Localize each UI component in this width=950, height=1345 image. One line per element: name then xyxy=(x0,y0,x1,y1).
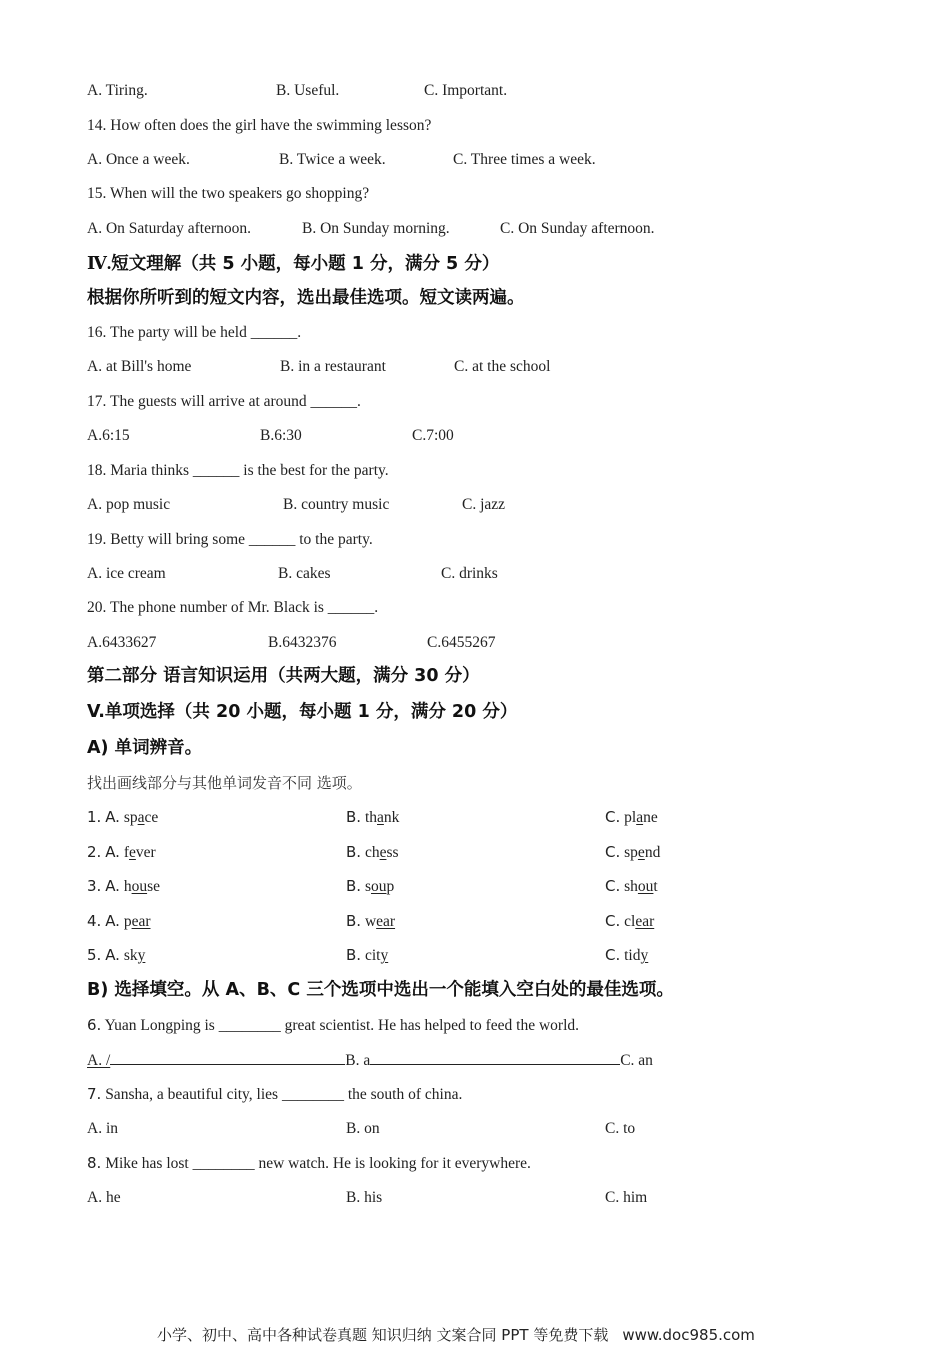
word-end: nk xyxy=(383,809,400,826)
q17-option-a: A.6:15 xyxy=(87,427,130,444)
q15-option-b: B. On Sunday morning. xyxy=(302,220,450,237)
q15-option-a: A. On Saturday afternoon. xyxy=(87,220,251,237)
word-start: sp xyxy=(123,809,138,826)
q6-options-row xyxy=(87,1050,653,1071)
q17-option-c: C.7:00 xyxy=(412,427,454,444)
q16-option-c: C. at the school xyxy=(454,358,551,375)
section4-title: 短文理解（共 5 小题，每小题 1 分，满分 5 分） xyxy=(111,254,500,274)
q18-option-c: C. jazz xyxy=(462,496,506,513)
q16-option-a: A. at Bill's home xyxy=(87,358,192,375)
word-start: sh xyxy=(624,878,638,895)
option-label: C. xyxy=(605,808,621,826)
q7-question xyxy=(87,1084,462,1105)
pron-item-4-option-c xyxy=(605,911,654,932)
q8-option-c: C. him xyxy=(605,1189,648,1206)
q16-question: 16. The party will be held ______. xyxy=(87,324,302,341)
pron-item-5-option-c xyxy=(605,945,648,966)
pron-item-2-option-b xyxy=(346,842,399,863)
word-start: p xyxy=(123,913,132,930)
footer-site-link[interactable]: www.doc985.com xyxy=(622,1326,755,1344)
q6-option-a: A. / xyxy=(87,1052,111,1069)
pron-item-3-option-a xyxy=(87,876,160,897)
q14-option-a: A. Once a week. xyxy=(87,151,190,168)
option-label: A. xyxy=(105,808,120,826)
underlined-letters: ear xyxy=(635,913,655,930)
q19-option-a: A. ice cream xyxy=(87,565,166,582)
q13-option-a: A. Tiring. xyxy=(87,82,148,99)
q19-option-c: C. drinks xyxy=(441,565,498,582)
pron-number: 3. xyxy=(87,877,102,895)
q7-option-c: C. to xyxy=(605,1120,636,1137)
underlined-letters: y xyxy=(137,947,146,964)
option-label: A. xyxy=(105,877,120,895)
pron-number: 4. xyxy=(87,912,102,930)
part2-heading: 第二部分 语言知识运用（共两大题，满分 30 分） xyxy=(87,666,480,686)
q20-question: 20. The phone number of Mr. Black is ______. xyxy=(87,599,379,616)
word-end: ver xyxy=(135,844,156,861)
q7-option-b: B. on xyxy=(346,1120,380,1137)
word-start: h xyxy=(123,878,132,895)
q6-underline-1 xyxy=(110,1050,345,1065)
option-label: C. xyxy=(605,912,621,930)
pron-item-3-option-b xyxy=(346,876,394,897)
q18-option-b: B. country music xyxy=(283,496,390,513)
q7-text: Sansha, a beautiful city, lies ________ the south of china. xyxy=(105,1086,463,1103)
word-end: se xyxy=(147,878,160,895)
q6-option-b: B. a xyxy=(345,1052,371,1069)
pron-item-3-option-c xyxy=(605,876,658,897)
underlined-letters: ear xyxy=(131,913,151,930)
pron-item-2-option-c xyxy=(605,842,660,863)
pron-number: 1. xyxy=(87,808,102,826)
q13-option-c: C. Important. xyxy=(424,82,508,99)
underlined-letters: a xyxy=(636,809,644,826)
word-start: pl xyxy=(624,809,637,826)
word-start: sp xyxy=(624,844,638,861)
q20-option-a: A.6433627 xyxy=(87,634,157,651)
underlined-letters: e xyxy=(379,844,387,861)
underlined-letters: a xyxy=(137,809,145,826)
q14-option-b: B. Twice a week. xyxy=(279,151,386,168)
word-start: ch xyxy=(364,844,380,861)
q8-text: Mike has lost ________ new watch. He is looking for it everywhere. xyxy=(105,1155,531,1172)
word-end: nd xyxy=(644,844,661,861)
pron-item-5-option-a xyxy=(87,945,145,966)
word-start: f xyxy=(123,844,129,861)
footer xyxy=(157,1324,755,1345)
option-label: C. xyxy=(605,946,621,964)
q6-question xyxy=(87,1015,579,1036)
q6-option-c: C. an xyxy=(620,1052,653,1069)
underlined-letters: ou xyxy=(131,878,148,895)
pron-item-2-option-a xyxy=(87,842,156,863)
q6-underline-2 xyxy=(370,1050,620,1065)
q8-question xyxy=(87,1153,531,1174)
q8-option-b: B. his xyxy=(346,1189,383,1206)
q18-option-a: A. pop music xyxy=(87,496,171,513)
option-label: B. xyxy=(346,808,362,826)
option-label: A. xyxy=(105,843,120,861)
q17-question: 17. The guests will arrive at around ______. xyxy=(87,393,361,410)
section4-instruction: 根据你所听到的短文内容，选出最佳选项。短文读两遍。 xyxy=(87,288,525,308)
pron-item-5-option-b xyxy=(346,945,388,966)
underlined-letters: y xyxy=(640,947,649,964)
word-start: cl xyxy=(624,913,636,930)
q17-option-b: B.6:30 xyxy=(260,427,302,444)
underlined-letters: ear xyxy=(376,913,396,930)
q14-question: 14. How often does the girl have the swimming lesson? xyxy=(87,117,432,134)
q6-text: Yuan Longping is ________ great scientist. He has helped to feed the world. xyxy=(104,1017,579,1034)
q16-option-b: B. in a restaurant xyxy=(280,358,386,375)
option-label: B. xyxy=(346,912,362,930)
option-label: B. xyxy=(346,877,362,895)
word-start: th xyxy=(364,809,377,826)
pron-item-4-option-a xyxy=(87,911,151,932)
word-end: t xyxy=(653,878,658,895)
part-a-instruction: 找出画线部分与其他单词发音不同 选项。 xyxy=(87,774,362,792)
q7-option-a: A. in xyxy=(87,1120,118,1137)
q15-question: 15. When will the two speakers go shopping? xyxy=(87,185,370,202)
word-end: ss xyxy=(386,844,399,861)
underlined-letters: ou xyxy=(637,878,654,895)
part-b-heading: B) 选择填空。从 A、B、C 三个选项中选出一个能填入空白处的最佳选项。 xyxy=(87,980,674,1000)
pron-item-1-option-b xyxy=(346,807,399,828)
word-start: cit xyxy=(364,947,381,964)
option-label: B. xyxy=(346,946,362,964)
option-label: C. xyxy=(605,877,621,895)
word-start: tid xyxy=(624,947,641,964)
q8-number: 8. xyxy=(87,1154,102,1172)
q20-option-c: C.6455267 xyxy=(427,634,496,651)
pron-item-1-option-c xyxy=(605,807,658,828)
q19-question: 19. Betty will bring some ______ to the party. xyxy=(87,531,373,548)
word-start: sk xyxy=(123,947,138,964)
q14-option-c: C. Three times a week. xyxy=(453,151,596,168)
option-label: A. xyxy=(105,946,120,964)
word-end: ce xyxy=(144,809,159,826)
underlined-letters: y xyxy=(380,947,389,964)
underlined-letters: ou xyxy=(370,878,387,895)
underlined-letters: e xyxy=(637,844,645,861)
section5-heading: V.单项选择（共 20 小题，每小题 1 分，满分 20 分） xyxy=(87,702,518,722)
word-end: ne xyxy=(643,809,658,826)
q7-number: 7. xyxy=(87,1085,102,1103)
section4-heading xyxy=(87,252,499,275)
underlined-letters: e xyxy=(129,844,136,861)
q8-option-a: A. he xyxy=(87,1189,121,1206)
q13-option-b: B. Useful. xyxy=(276,82,340,99)
q20-option-b: B.6432376 xyxy=(268,634,337,651)
pron-number: 5. xyxy=(87,946,102,964)
pron-item-4-option-b xyxy=(346,911,395,932)
option-label: C. xyxy=(605,843,621,861)
part-a-heading: A) 单词辨音。 xyxy=(87,738,203,758)
underlined-letters: a xyxy=(377,809,384,826)
q19-option-b: B. cakes xyxy=(278,565,331,582)
q15-option-c: C. On Sunday afternoon. xyxy=(500,220,655,237)
word-start: w xyxy=(364,913,377,930)
option-label: A. xyxy=(105,912,120,930)
q6-number: 6. xyxy=(87,1016,102,1034)
footer-text: 小学、初中、高中各种试卷真题 知识归纳 文案合同 PPT 等免费下载 xyxy=(157,1326,609,1344)
option-label: B. xyxy=(346,843,362,861)
pron-number: 2. xyxy=(87,843,102,861)
section4-roman: Ⅳ. xyxy=(87,253,112,273)
pron-item-1-option-a xyxy=(87,807,158,828)
q18-question: 18. Maria thinks ______ is the best for the party. xyxy=(87,462,389,479)
word-end: p xyxy=(386,878,395,895)
word-start: s xyxy=(364,878,371,895)
